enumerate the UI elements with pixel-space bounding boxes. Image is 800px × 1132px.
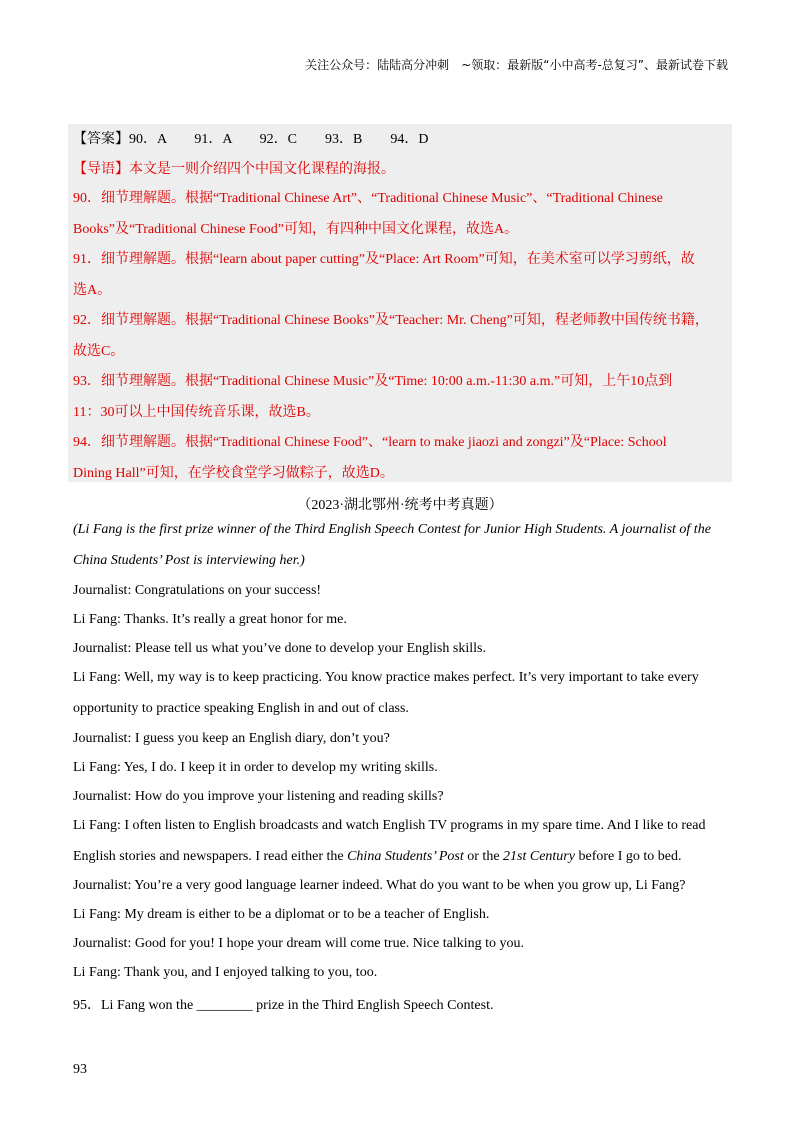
explanation-line: 故选C。: [73, 344, 125, 359]
text-segment: English stories and newspapers. I read either the: [73, 849, 348, 864]
dialogue-line: Li Fang: My dream is either to be a diplomat or to be a teacher of English.: [73, 907, 490, 922]
dialogue-line: Journalist: Good for you! I hope your dream will come true. Nice talking to you.: [73, 936, 525, 951]
explanation-line: 93．细节理解题。根据“Traditional Chinese Music”及“Time: 10:00 a.m.-11:30 a.m.”可知，上午10点到: [73, 374, 673, 389]
explanation-line: 选A。: [73, 283, 112, 298]
dialogue-line-with-titles: [73, 849, 682, 865]
dialogue-line: Li Fang: Yes, I do. I keep it in order to develop my writing skills.: [73, 760, 438, 775]
dialogue-line: Li Fang: I often listen to English broadcasts and watch English TV programs in my spare time. And I like to read: [73, 818, 706, 833]
publication-title: 21st Century: [503, 849, 575, 864]
dialogue-line: Journalist: You’re a very good language learner indeed. What do you want to be when you grow up, Li Fang?: [73, 878, 686, 893]
explanation-line: Books”及“Traditional Chinese Food”可知，有四种中国文化课程，故选A。: [73, 222, 519, 237]
dialogue-line: Journalist: How do you improve your listening and reading skills?: [73, 789, 444, 804]
text-segment: or the: [463, 849, 504, 864]
passage-intro: China Students’ Post is interviewing her.): [73, 553, 305, 568]
source-label: （2023·湖北鄂州·统考中考真题）: [297, 498, 503, 513]
explanation-line: 94．细节理解题。根据“Traditional Chinese Food”、“learn to make jiaozi and zongzi”及“Place: School: [73, 435, 667, 450]
dialogue-line: Li Fang: Thanks. It’s really a great honor for me.: [73, 612, 347, 627]
dialogue-line: Journalist: I guess you keep an English diary, don’t you?: [73, 731, 390, 746]
explanation-line: 92．细节理解题。根据“Traditional Chinese Books”及“Teacher: Mr. Cheng”可知，程老师教中国传统书籍，: [73, 313, 709, 328]
dialogue-line: Journalist: Please tell us what you’ve done to develop your English skills.: [73, 641, 486, 656]
page-number: 93: [73, 1062, 87, 1077]
answer-line: 【答案】90．A 91．A 92．C 93．B 94．D: [73, 132, 429, 147]
dialogue-line: Journalist: Congratulations on your success!: [73, 583, 322, 598]
explanation-line: 91．细节理解题。根据“learn about paper cutting”及“Place: Art Room”可知，在美术室可以学习剪纸，故: [73, 252, 695, 267]
passage-intro: (Li Fang is the first prize winner of the Third English Speech Contest for Junior High Students. A journalist of the: [73, 522, 711, 537]
dialogue-line: Li Fang: Thank you, and I enjoyed talking to you, too.: [73, 965, 378, 980]
explanation-line: 90．细节理解题。根据“Traditional Chinese Art”、“Traditional Chinese Music”、“Traditional Chinese: [73, 191, 663, 206]
publication-title: China Students’ Post: [347, 849, 464, 864]
dialogue-line: opportunity to practice speaking English in and out of class.: [73, 701, 409, 716]
question-95: 95．Li Fang won the ________ prize in the Third English Speech Contest.: [73, 998, 494, 1013]
dialogue-line: Li Fang: Well, my way is to keep practicing. You know practice makes perfect. It’s very important to take every: [73, 670, 699, 685]
page-header: 关注公众号：陆陆高分冲刺 ~领取：最新版“小中高考-总复习”、最新试卷下载: [305, 58, 728, 72]
explanation-line: Dining Hall”可知，在学校食堂学习做粽子，故选D。: [73, 466, 394, 481]
intro-guide-line: 【导语】本文是一则介绍四个中国文化课程的海报。: [73, 162, 395, 177]
text-segment: before I go to bed.: [574, 849, 682, 864]
explanation-line: 11：30可以上中国传统音乐课，故选B。: [73, 405, 320, 420]
